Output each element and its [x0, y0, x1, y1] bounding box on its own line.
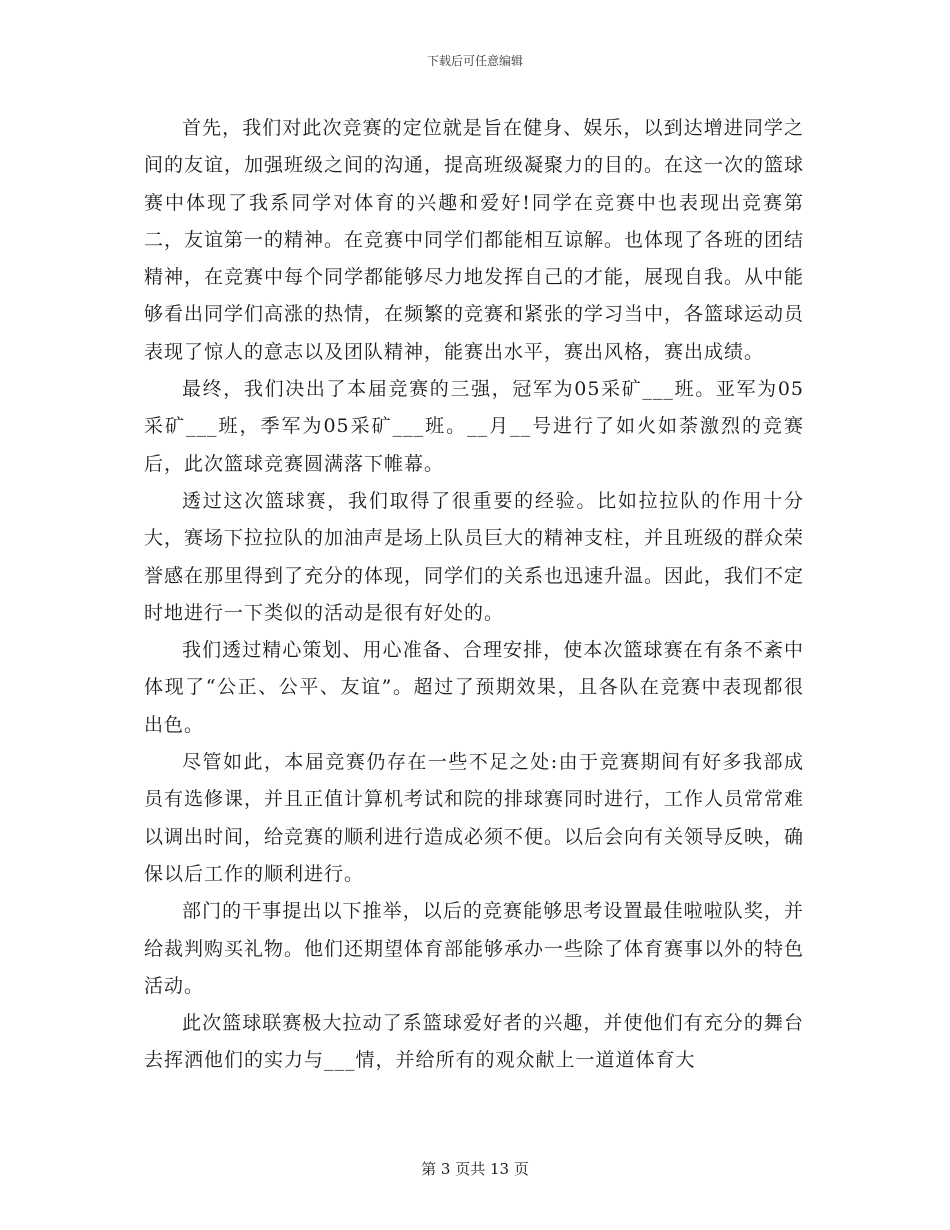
paragraph: 此次篮球联赛极大拉动了系篮球爱好者的兴趣，并使他们有充分的舞台去挥洒他们的实力与___情，并给所有的观众献上一道道体育大: [144, 1012, 804, 1072]
paragraph: 透过这次篮球赛，我们取得了很重要的经验。比如拉拉队的作用十分大，赛场下拉拉队的加油声是场上队员巨大的精神支柱，并且班级的群众荣誉感在那里得到了充分的体现，同学们的关系也迅速升温。因此，我们不定时地进行一下类似的活动是很有好处的。: [144, 489, 805, 624]
paragraph: 尽管如此，本届竞赛仍存在一些不足之处:由于竞赛期间有好多我部成员有选修课，并且正值计算机考试和院的排球赛同时进行，工作人员常常难以调出时间，给竞赛的顺利进行造成必须不便。以后会向有关领导反映，确保以后工作的顺利进行。: [144, 751, 805, 885]
paragraph: 部门的干事提出以下推举，以后的竞赛能够思考设置最佳啦啦队奖，并给裁判购买礼物。他们还期望体育部能够承办一些除了体育赛事以外的特色活动。: [144, 900, 805, 997]
page-number-footer: 第 3 页共 13 页: [421, 1160, 529, 1178]
page-header: 下载后可任意编辑: [426, 54, 523, 68]
paragraph: 最终，我们决出了本届竞赛的三强，冠军为05采矿___班。亚军为05采矿___班，季军为05采矿___班。__月__号进行了如火如荼激烈的竞赛后，此次篮球竞赛圆满落下帷幕。: [144, 378, 804, 475]
paragraph: 首先，我们对此次竞赛的定位就是旨在健身、娱乐，以到达增进同学之间的友谊，加强班级之间的沟通，提高班级凝聚力的目的。在这一次的篮球赛中体现了我系同学对体育的兴趣和爱好!同学在竞赛中也表现出竞赛第二，友谊第一的精神。在竞赛中同学们都能相互谅解。也体现了各班的团结精神，在竞赛中每个同学都能够尽力地发挥自己的才能，展现自我。从中能够看出同学们高涨的热情，在频繁的竞赛和紧张的学习当中，各篮球运动员表现了惊人的意志以及团队精神，能赛出水平，赛出风格，赛出成绩。: [144, 117, 805, 363]
paragraph: 我们透过精心策划、用心准备、合理安排，使本次篮球赛在有条不紊中体现了“公正、公平、友谊”。超过了预期效果，且各队在竞赛中表现都很出色。: [144, 639, 804, 736]
document-body: [144, 110, 804, 1080]
